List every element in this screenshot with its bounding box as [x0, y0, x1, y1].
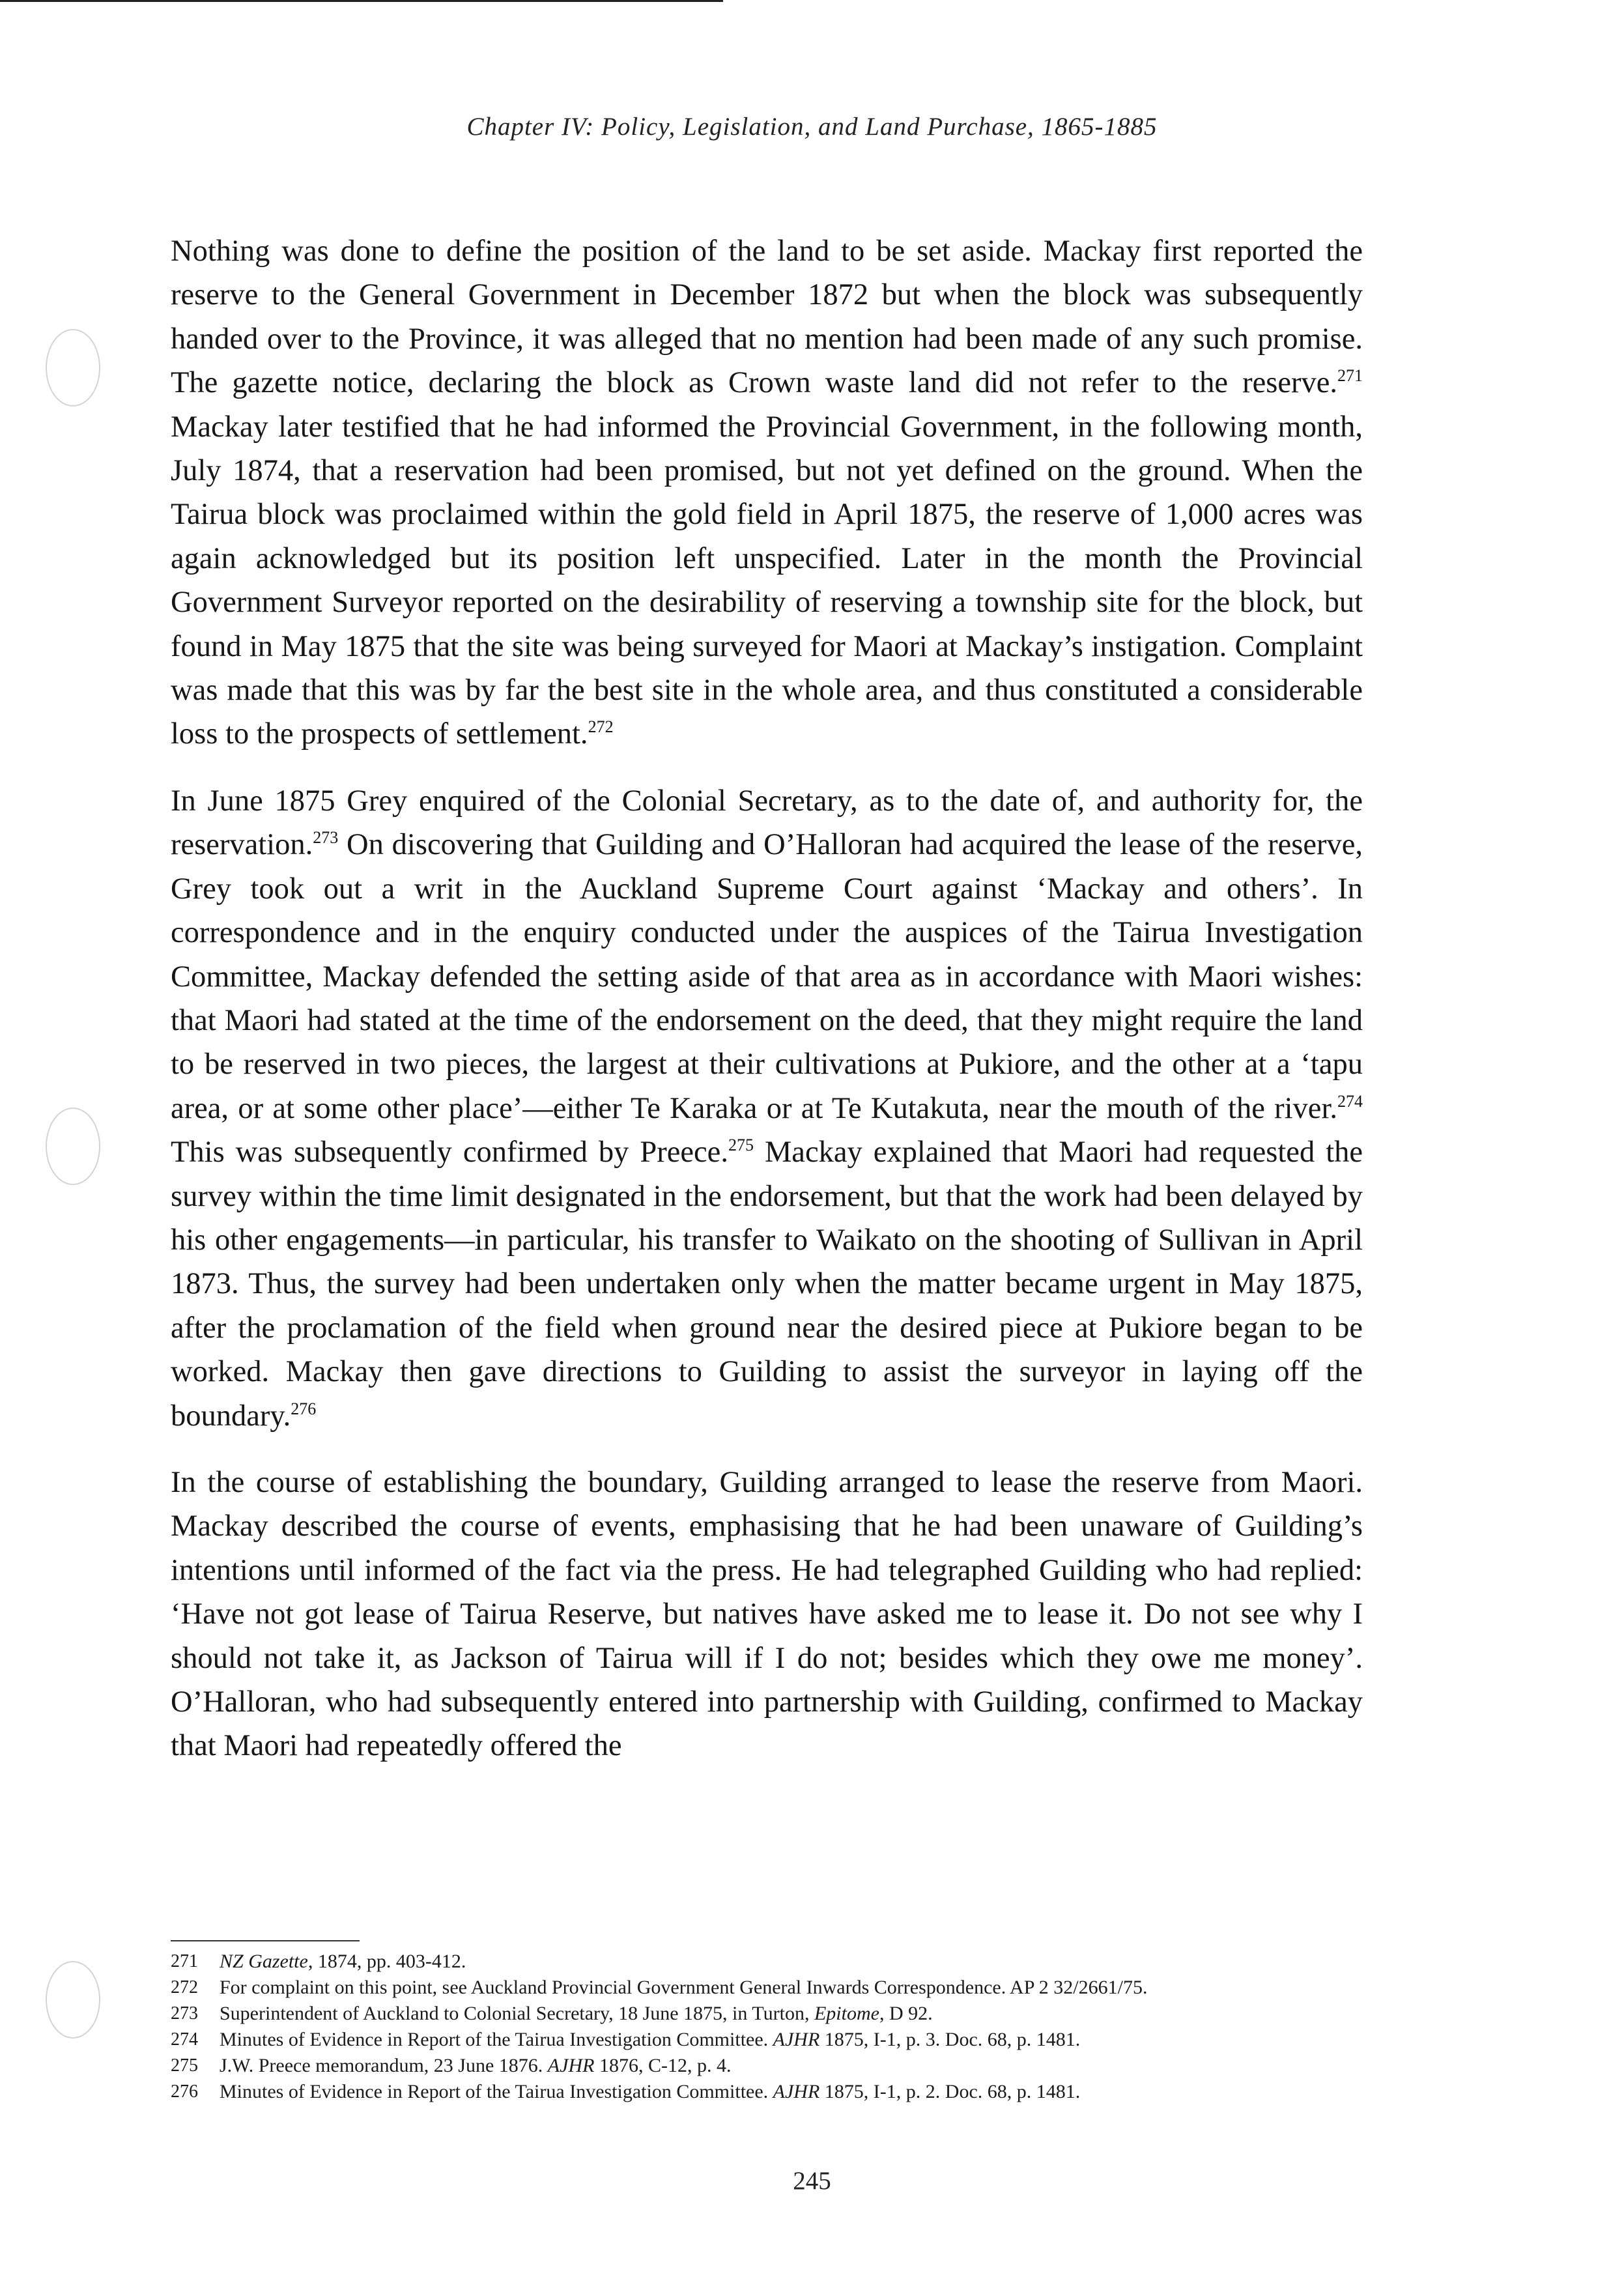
- footnote-text: Minutes of Evidence in Report of the Tairua Investigation Committee.: [220, 2081, 773, 2102]
- footnote-text: For complaint on this point, see Auckland Provincial Government General Inwards Correspondence. AP 2 32/2661/75.: [220, 1977, 1148, 1998]
- footnote-text: 1875, I-1, p. 2. Doc. 68, p. 1481.: [819, 2081, 1081, 2102]
- footnote-text: 1875, I-1, p. 3. Doc. 68, p. 1481.: [819, 2029, 1081, 2050]
- footnote-rule: [171, 1940, 360, 1941]
- footnote: [171, 2054, 1363, 2078]
- paragraph-text: Mackay later testified that he had informed the Provincial Government, in the following month, July 1874, that a reservation had been promised, but not yet defined on the ground. When the Tairua block was proclaimed within the gold field in April 1875, the reserve of 1,000 acres was again acknowledged but its position left unspecified. Later in the month the Provincial Government Surveyor reported on the desirability of reserving a township site for the block, but found in May 1875 that the site was being surveyed for Maori at Mackay’s instigation. Complaint was made that this was by far the best site in the whole area, and thus constituted a considerable loss to the prospects of settlement.: [171, 410, 1363, 751]
- body-text: [171, 229, 1363, 1791]
- footnote-ref[interactable]: 272: [588, 717, 614, 737]
- footnote: [171, 2080, 1363, 2104]
- body-paragraph: [171, 1461, 1363, 1768]
- footnotes: [171, 1950, 1363, 2106]
- running-header: Chapter IV: Policy, Legislation, and Land Purchase, 1865-1885: [466, 113, 1158, 141]
- punch-hole: [46, 329, 100, 407]
- footnote-number: 276: [171, 2082, 198, 2102]
- footnote-text: , D 92.: [879, 2003, 933, 2024]
- footnote-text: 1876, C-12, p. 4.: [594, 2055, 732, 2076]
- footnote: [171, 2028, 1363, 2052]
- footnote-number: 271: [171, 1951, 198, 1971]
- footnote: [171, 1976, 1363, 1999]
- footnote-number: 274: [171, 2029, 198, 2050]
- paragraph-text: In the course of establishing the boundary, Guilding arranged to lease the reserve from Maori. Mackay described the course of events, emphasising that he had been unaware of Guilding’s intentions until informed of the fact via the press. He had telegraphed Guilding who had replied: ‘Have not got lease of Tairua Reserve, but natives have asked me to lease it. Do not see why I should not take it, as Jackson of Tairua will if I do not; besides which they owe me money’. O’Halloran, who had subsequently entered into partnership with Guilding, confirmed to Mackay that Maori had repeatedly offered the: [171, 1465, 1363, 1763]
- body-paragraph: [171, 779, 1363, 1438]
- footnote-ref[interactable]: 274: [1337, 1091, 1363, 1111]
- paragraph-text: This was subsequently confirmed by Preece.: [171, 1136, 728, 1169]
- footnote-ref[interactable]: 273: [313, 828, 339, 848]
- footnote-text: NZ Gazette: [220, 1951, 308, 1972]
- paragraph-text: Mackay explained that Maori had requested the survey within the time limit designated in the endorsement, but that the work had been delayed by his other engagements—in particular, his transfer to Waikato on the shooting of Sullivan in April 1873. Thus, the survey had been undertaken only when the matter became urgent in May 1875, after the proclamation of the field when ground near the desired piece at Pukiore began to be worked. Mackay then gave directions to Guilding to assist the surveyor in laying off the boundary.: [171, 1136, 1363, 1433]
- top-rule: [0, 0, 723, 2]
- footnote-number: 275: [171, 2055, 198, 2076]
- footnote-text: AJHR: [773, 2081, 820, 2102]
- footnote-text: , 1874, pp. 403-412.: [307, 1951, 466, 1972]
- paragraph-text: In June 1875 Grey enquired of the Colonial Secretary, as to the date of, and authority for, the reservation.: [171, 784, 1363, 862]
- body-paragraph: [171, 229, 1363, 756]
- footnote-text: Epitome: [814, 2003, 879, 2024]
- footnote-ref[interactable]: 276: [291, 1399, 317, 1418]
- footnote-text: AJHR: [773, 2029, 820, 2050]
- footnote: [171, 2002, 1363, 2025]
- footnote: [171, 1950, 1363, 1973]
- page-number: 245: [793, 2167, 831, 2195]
- footnote-ref[interactable]: 271: [1337, 366, 1363, 386]
- footnote-ref[interactable]: 275: [728, 1136, 754, 1155]
- footnote-text: Minutes of Evidence in Report of the Tairua Investigation Committee.: [220, 2029, 773, 2050]
- punch-hole: [46, 1108, 100, 1185]
- footnote-text: AJHR: [547, 2055, 595, 2076]
- footnote-number: 272: [171, 1977, 198, 1997]
- footnote-text: Superintendent of Auckland to Colonial Secretary, 18 June 1875, in Turton,: [220, 2003, 814, 2024]
- footnote-text: J.W. Preece memorandum, 23 June 1876.: [220, 2055, 548, 2076]
- paragraph-text: Nothing was done to define the position of the land to be set aside. Mackay first reported the reserve to the General Government in December 1872 but when the block was subsequently handed over to the Province, it was alleged that no mention had been made of any such promise. The gazette notice, declaring the block as Crown waste land did not refer to the reserve.: [171, 235, 1363, 400]
- paragraph-text: On discovering that Guilding and O’Halloran had acquired the lease of the reserve, Grey took out a writ in the Auckland Supreme Court against ‘Mackay and others’. In correspondence and in the enquiry conducted under the auspices of the Tairua Investigation Committee, Mackay defended the setting aside of that area as in accordance with Maori wishes: that Maori had stated at the time of the endorsement on the deed, that they might require the land to be reserved in two pieces, the largest at their cultivations at Pukiore, and the other at a ‘tapu area, or at some other place’—either Te Karaka or at Te Kutakuta, near the mouth of the river.: [171, 828, 1363, 1125]
- punch-hole: [46, 1961, 100, 2039]
- footnote-number: 273: [171, 2003, 198, 2024]
